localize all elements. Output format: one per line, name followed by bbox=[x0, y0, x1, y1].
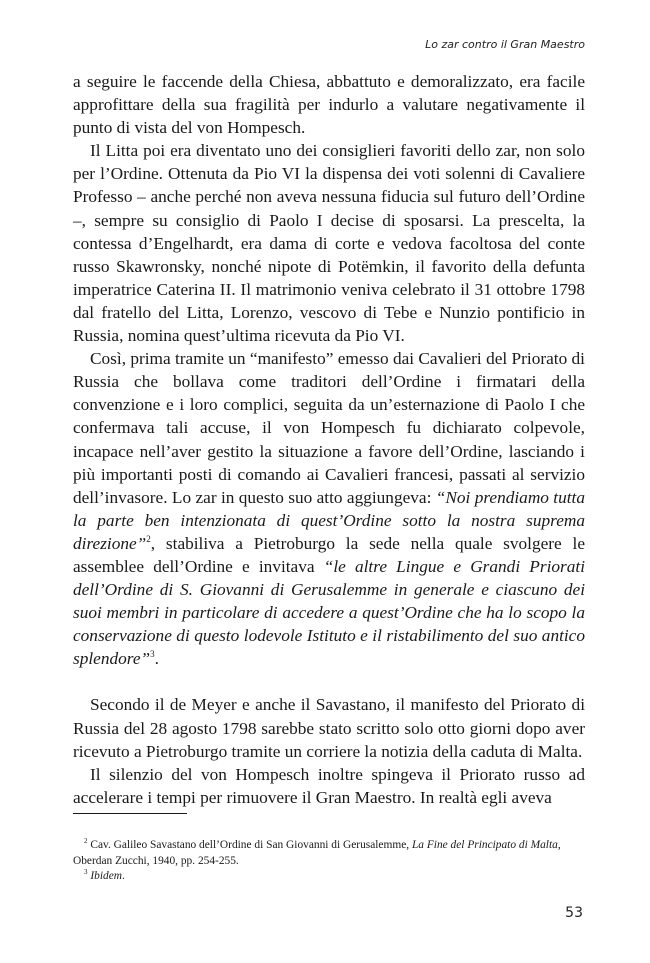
footnote-2-text-b: , Oberdan Zucchi, 1940, pp. 254-255. bbox=[73, 839, 561, 867]
paragraph-3 bbox=[73, 347, 585, 670]
paragraph-3-text-a: Così, prima tramite un “manifesto” emesso dai Cavalieri del Priorato di Russia che bollava come traditori dell’Ordine i firmatari della convenzione e i loro complici, seguita da un’esternazione di Paolo I che confermava tali accuse, il von Hompesch fu dichiarato colpevole, incapace nell’aver gestito la situazione a favore dell’Ordine, lasciando i più importanti posti di comando ai Cavalieri francesi, passati al servizio dell’invasore. Lo zar in questo suo atto aggiungeva: bbox=[73, 349, 585, 507]
footnote-rule bbox=[73, 813, 187, 814]
paragraph-2: Il Litta poi era diventato uno dei consiglieri favoriti dello zar, non solo per l’Ordine. Ottenuta da Pio VI la dispensa dei voti solenni di Cavaliere Professo – anche perché non aveva nessuna fiducia sul futuro dell’Ordine –, sempre su consiglio di Paolo I decise di sposarsi. La prescelta, la contessa d’Engelhardt, era dama di corte e vedova facoltosa del conte russo Skawronsky, nonché nipote di Potëmkin, il favorito della defunta imperatrice Caterina II. Il matrimonio veniva celebrato il 31 ottobre 1798 dal fratello del Litta, Lorenzo, vescovo di Tebe e Nunzio pontificio in Russia, nomina quest’ultima ricevuta da Pio VI. bbox=[73, 141, 585, 346]
footnote-ref-2: 2 bbox=[146, 533, 151, 544]
paragraph-5: Il silenzio del von Hompesch inoltre spingeva il Priorato russo ad accelerare i tempi per rimuovere il Gran Maestro. In realtà egli aveva bbox=[73, 764, 585, 807]
footnote-3-mark: 3 bbox=[84, 868, 88, 876]
page-number: 53 bbox=[565, 905, 583, 921]
footnote-3 bbox=[73, 869, 585, 885]
footnote-2-mark: 2 bbox=[84, 837, 88, 845]
footnotes bbox=[73, 838, 585, 885]
running-head: Lo zar contro il Gran Maestro bbox=[425, 38, 585, 51]
footnote-2-title: La Fine del Principato di Malta bbox=[411, 839, 558, 851]
paragraph-3-text-c: . bbox=[154, 649, 159, 669]
footnote-3-text-b: . bbox=[122, 870, 125, 882]
footnote-ref-3: 3 bbox=[150, 649, 155, 660]
paragraph-4: Secondo il de Meyer e anche il Savastano, il manifesto del Priorato di Russia del 28 agosto 1798 sarebbe stato scritto solo otto giorni dopo aver ricevuto a Pietroburgo tramite un corriere la notizia della caduta di Malta. bbox=[73, 695, 585, 761]
footnote-2 bbox=[73, 838, 585, 869]
quote-tsar-invitation: “le altre Lingue e Grandi Priorati dell’Ordine di S. Giovanni di Gerusalemme in generale e ciascuno dei suoi membri in particolare di accedere a quest’Ordine che ha lo scopo la conservazione di questo lodevole Istituto e il ristabilimento del suo antico splendore” bbox=[73, 556, 585, 669]
footnote-2-text-a: Cav. Galileo Savastano dell’Ordine di San Giovanni di Gerusalemme, bbox=[87, 839, 412, 851]
body-text bbox=[73, 70, 585, 809]
paragraph-1: a seguire le faccende della Chiesa, abbattuto e demoralizzato, era facile approfittare della sua fragilità per indurlo a valutare negativamente il punto di vista del von Hompesch. bbox=[73, 72, 585, 138]
paragraph-3-text-b: , stabiliva a Pietroburgo la sede nella quale svolgere le assemblee dell’Ordine e invitava bbox=[73, 533, 585, 576]
quote-tsar-direction: “Noi prendiamo tutta la parte ben intenzionata di quest’Ordine sotto la nostra suprema direzione” bbox=[73, 487, 585, 553]
footnote-3-title: Ibidem bbox=[90, 870, 122, 882]
